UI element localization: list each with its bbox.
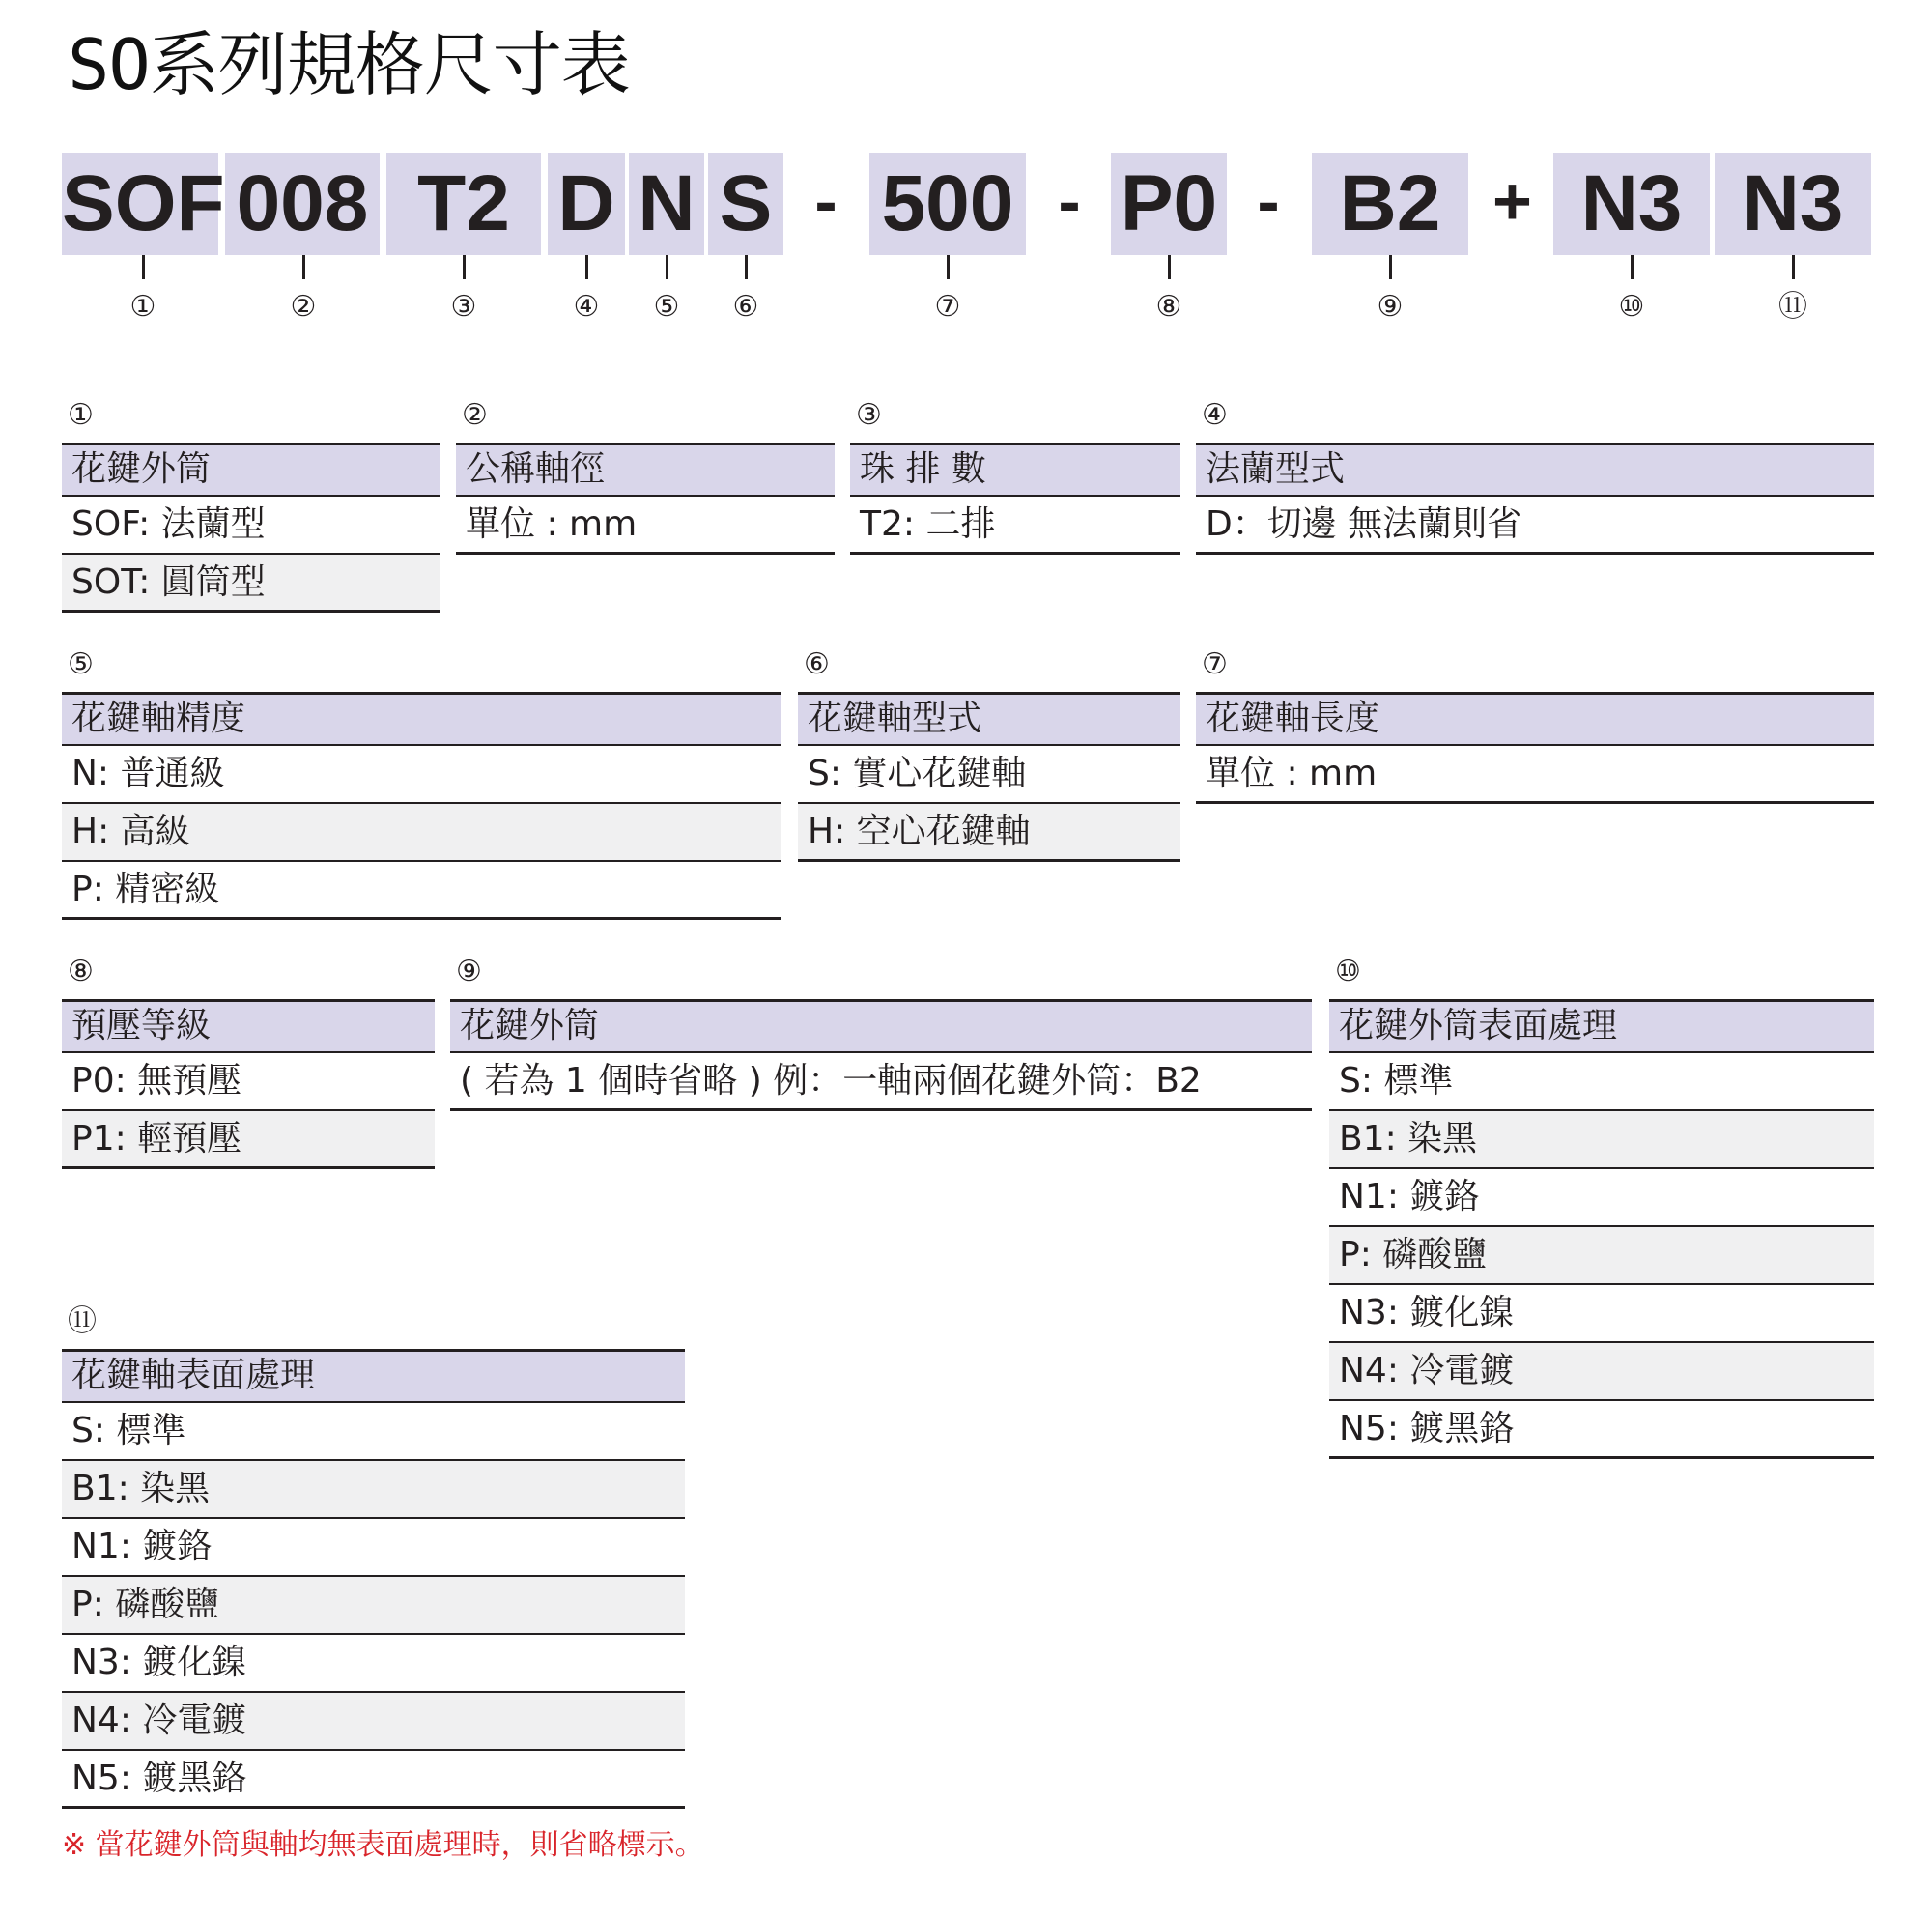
code-part-2: 008 — [225, 153, 380, 255]
table-sleeve-surface — [1329, 999, 1874, 1459]
section-number: ⑪ — [68, 1304, 97, 1338]
code-tick — [1168, 255, 1171, 279]
code-number: ⑧ — [1155, 290, 1182, 324]
table-row: S: 實心花鍵軸 — [798, 746, 1180, 804]
table-header: 花鍵軸精度 — [62, 692, 781, 746]
section-number: ① — [68, 398, 94, 432]
table-row: S: 標準 — [62, 1403, 685, 1461]
table-header: 花鍵軸型式 — [798, 692, 1180, 746]
table-header: 法蘭型式 — [1196, 443, 1874, 497]
table-row: SOT: 圓筒型 — [62, 555, 440, 613]
code-part-4: D — [548, 153, 625, 255]
section-number: ③ — [856, 398, 882, 432]
table-row: N4: 冷電鍍 — [62, 1693, 685, 1751]
section-number: ⑤ — [68, 647, 94, 681]
table-ball-rows — [850, 443, 1180, 555]
table-nominal-diameter — [456, 443, 835, 555]
table-row: H: 空心花鍵軸 — [798, 804, 1180, 862]
code-part-1: SOF — [62, 153, 218, 255]
table-header: 花鍵軸長度 — [1196, 692, 1874, 746]
table-header: 珠 排 數 — [850, 443, 1180, 497]
table-row: B1: 染黑 — [1329, 1111, 1874, 1169]
section-number: ⑦ — [1202, 647, 1228, 681]
table-row: P1: 輕預壓 — [62, 1111, 435, 1169]
table-row: 單位 : mm — [456, 497, 835, 555]
code-number: ③ — [450, 290, 477, 324]
code-tick — [1631, 255, 1634, 279]
table-row: P: 精密級 — [62, 862, 781, 920]
table-row: N5: 鍍黑鉻 — [62, 1751, 685, 1809]
code-separator-4: + — [1492, 163, 1532, 239]
code-tick — [302, 255, 305, 279]
table-outer-sleeve — [62, 443, 440, 613]
table-row: 單位 : mm — [1196, 746, 1874, 804]
code-number: ① — [129, 290, 156, 324]
code-part-3: T2 — [386, 153, 541, 255]
table-row: S: 標準 — [1329, 1053, 1874, 1111]
table-row: N: 普通級 — [62, 746, 781, 804]
table-row: H: 高級 — [62, 804, 781, 862]
code-number: ⑤ — [653, 290, 680, 324]
table-row: SOF: 法蘭型 — [62, 497, 440, 555]
code-part-5: N — [629, 153, 704, 255]
table-row: N1: 鍍鉻 — [1329, 1169, 1874, 1227]
code-part-11: N3 — [1715, 153, 1871, 255]
code-number: ⑩ — [1618, 290, 1645, 324]
code-number: ⑨ — [1377, 290, 1404, 324]
code-part-8: P0 — [1111, 153, 1227, 255]
table-row: N5: 鍍黑鉻 — [1329, 1401, 1874, 1459]
table-flange-type — [1196, 443, 1874, 555]
code-number: ⑦ — [934, 290, 961, 324]
section-number: ⑨ — [456, 955, 482, 988]
table-row: N1: 鍍鉻 — [62, 1519, 685, 1577]
code-number: ⑪ — [1778, 290, 1807, 324]
code-tick — [463, 255, 466, 279]
section-number: ⑧ — [68, 955, 94, 988]
table-preload — [62, 999, 435, 1169]
code-part-6: S — [708, 153, 783, 255]
section-number: ⑥ — [804, 647, 830, 681]
code-tick — [666, 255, 668, 279]
code-tick — [745, 255, 748, 279]
code-tick — [1792, 255, 1795, 279]
code-number: ④ — [573, 290, 600, 324]
table-header: 花鍵外筒 — [450, 999, 1312, 1053]
table-sleeve-count — [450, 999, 1312, 1111]
table-header: 花鍵外筒 — [62, 443, 440, 497]
code-tick — [947, 255, 950, 279]
table-header: 花鍵外筒表面處理 — [1329, 999, 1874, 1053]
table-shaft-length — [1196, 692, 1874, 804]
table-header: 預壓等級 — [62, 999, 435, 1053]
section-number: ⑩ — [1335, 955, 1361, 988]
table-row: B1: 染黑 — [62, 1461, 685, 1519]
table-shaft-type — [798, 692, 1180, 862]
table-row: D：切邊 無法蘭則省 — [1196, 497, 1874, 555]
code-tick — [585, 255, 588, 279]
table-row: P: 磷酸鹽 — [62, 1577, 685, 1635]
table-row: N3: 鍍化鎳 — [1329, 1285, 1874, 1343]
table-row: P: 磷酸鹽 — [1329, 1227, 1874, 1285]
code-number: ② — [290, 290, 317, 324]
code-part-7: 500 — [869, 153, 1026, 255]
section-number: ④ — [1202, 398, 1228, 432]
code-tick — [1389, 255, 1392, 279]
table-shaft-surface — [62, 1349, 685, 1809]
table-row: T2: 二排 — [850, 497, 1180, 555]
table-row: P0: 無預壓 — [62, 1053, 435, 1111]
code-part-9: B2 — [1312, 153, 1468, 255]
table-row: ( 若為 1 個時省略 ) 例：一軸兩個花鍵外筒：B2 — [450, 1053, 1312, 1111]
page-title: SO系列規格尺寸表 — [68, 24, 630, 105]
table-header: 公稱軸徑 — [456, 443, 835, 497]
code-separator-1: - — [814, 163, 838, 239]
table-shaft-precision — [62, 692, 781, 920]
code-separator-2: - — [1058, 163, 1081, 239]
footnote: ※ 當花鍵外筒與軸均無表面處理時，則省略標示。 — [62, 1828, 704, 1862]
section-number: ② — [462, 398, 488, 432]
code-part-10: N3 — [1553, 153, 1710, 255]
table-row: N3: 鍍化鎳 — [62, 1635, 685, 1693]
code-separator-3: - — [1257, 163, 1280, 239]
table-row: N4: 冷電鍍 — [1329, 1343, 1874, 1401]
table-header: 花鍵軸表面處理 — [62, 1349, 685, 1403]
code-tick — [142, 255, 145, 279]
code-number: ⑥ — [732, 290, 759, 324]
